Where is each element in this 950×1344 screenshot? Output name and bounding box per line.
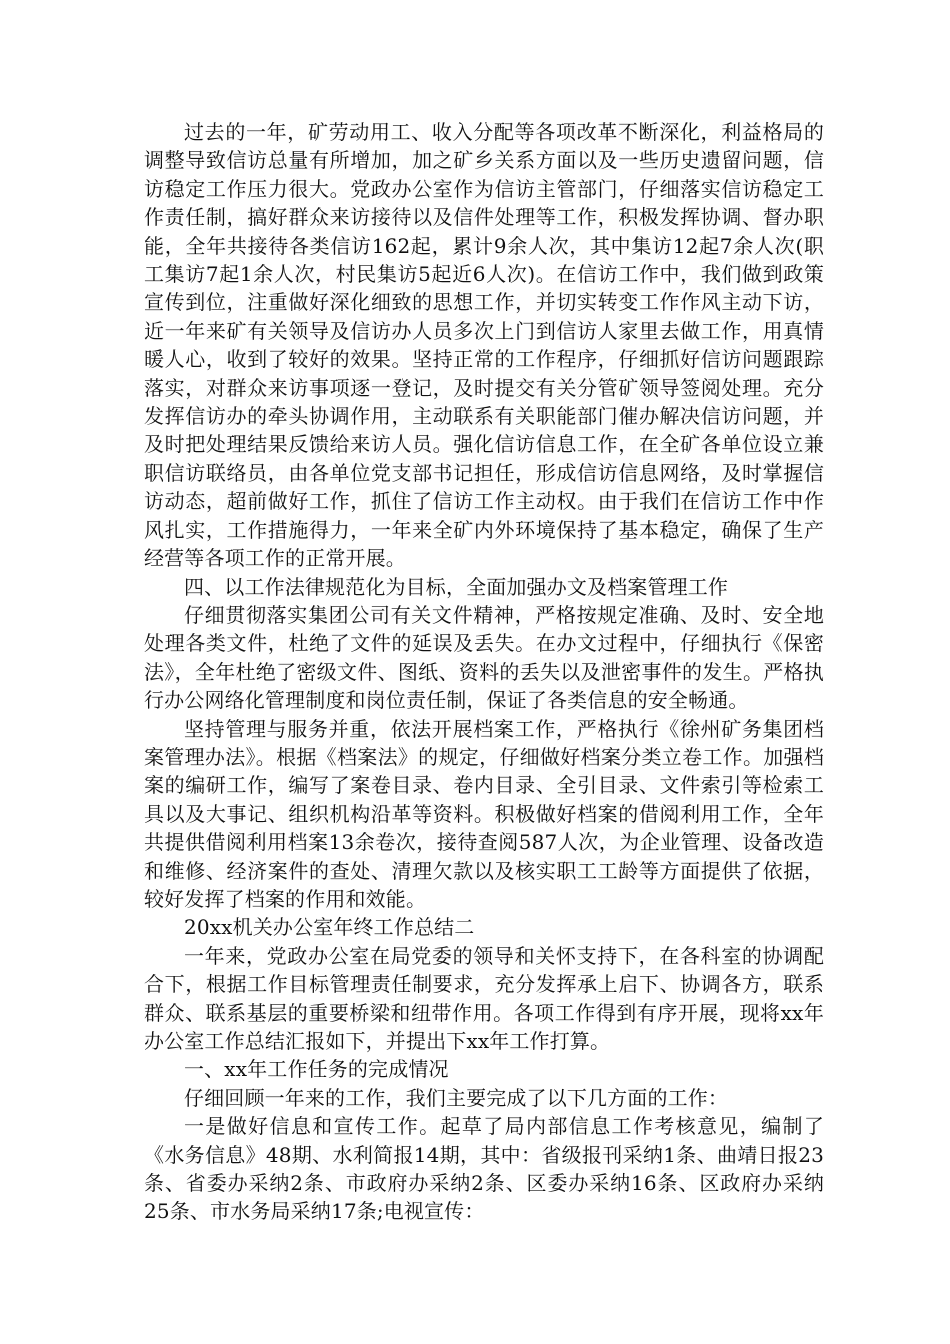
- paragraph-archive-management: 坚持管理与服务并重，依法开展档案工作，严格执行《徐州矿务集团档案管理办法》。根据《档案法》的规定，仔细做好档案分类立卷工作。加强档案的编研工作，编写了案卷目录、卷内目录、全引目录、文件索引等检索工具以及大事记、组织机构沿革等资料。积极做好档案的借阅利用工作，全年共提供借阅利用档案13余卷次，接待查阅587人次，为企业管理、设备改造和维修、经济案件的查处、清理欠款以及核实职工工龄等方面提供了依据，较好发挥了档案的作用和效能。: [144, 716, 824, 911]
- heading-task-completion: 一、xx年工作任务的完成情况: [184, 1057, 449, 1082]
- paragraph-summary-intro: 一年来，党政办公室在局党委的领导和关怀支持下，在各科室的协调配合下，根据工作目标管理责任制要求，充分发挥承上启下、协调各方，联系群众、联系基层的重要桥梁和纽带作用。各项工作得到有序开展，现将xx年办公室工作总结汇报如下，并提出下xx年工作打算。: [144, 943, 824, 1053]
- heading-section-four: 四、以工作法律规范化为目标，全面加强办文及档案管理工作: [184, 574, 729, 599]
- document-body: [144, 118, 824, 1226]
- paragraph-information-publicity: 一是做好信息和宣传工作。起草了局内部信息工作考核意见，编制了《水务信息》48期、水利简报14期，其中：省级报刊采纳1条、曲靖日报23条、省委办采纳2条、市政府办采纳2条、区委办采纳16条、区政府办采纳25条、市水务局采纳17条;电视宣传：: [144, 1114, 824, 1224]
- paragraph-letters-visits: 过去的一年，矿劳动用工、收入分配等各项改革不断深化，利益格局的调整导致信访总量有所增加，加之矿乡关系方面以及一些历史遗留问题，信访稳定工作压力很大。党政办公室作为信访主管部门，仔细落实信访稳定工作责任制，搞好群众来访接待以及信件处理等工作，积极发挥协调、督办职能，全年共接待各类信访162起，累计9余人次，其中集访12起7余人次(职工集访7起1余人次，村民集访5起近6人次)。在信访工作中，我们做到政策宣传到位，注重做好深化细致的思想工作，并切实转变工作作风主动下访，近一年来矿有关领导及信访办人员多次上门到信访人家里去做工作，用真情暖人心，收到了较好的效果。坚持正常的工作程序，仔细抓好信访问题跟踪落实，对群众来访事项逐一登记，及时提交有关分管矿领导签阅处理。充分发挥信访办的牵头协调作用，主动联系有关职能部门催办解决信访问题，并及时把处理结果反馈给来访人员。强化信访信息工作，在全矿各单位设立兼职信访联络员，由各单位党支部书记担任，形成信访信息网络，及时掌握信访动态，超前做好工作，抓住了信访工作主动权。由于我们在信访工作中作风扎实，工作措施得力，一年来全矿内外环境保持了基本稳定，确保了生产经营等各项工作的正常开展。: [144, 120, 824, 571]
- paragraph-review: 仔细回顾一年来的工作，我们主要完成了以下几方面的工作：: [184, 1085, 729, 1110]
- paragraph-document-handling: 仔细贯彻落实集团公司有关文件精神，严格按规定准确、及时、安全地处理各类文件，杜绝了文件的延误及丢失。在办文过程中，仔细执行《保密法》，全年杜绝了密级文件、图纸、资料的丢失以及泄密事件的发生。严格执行办公网络化管理制度和岗位责任制，保证了各类信息的安全畅通。: [144, 602, 824, 713]
- heading-summary-two: 20xx机关办公室年终工作总结二: [184, 915, 475, 940]
